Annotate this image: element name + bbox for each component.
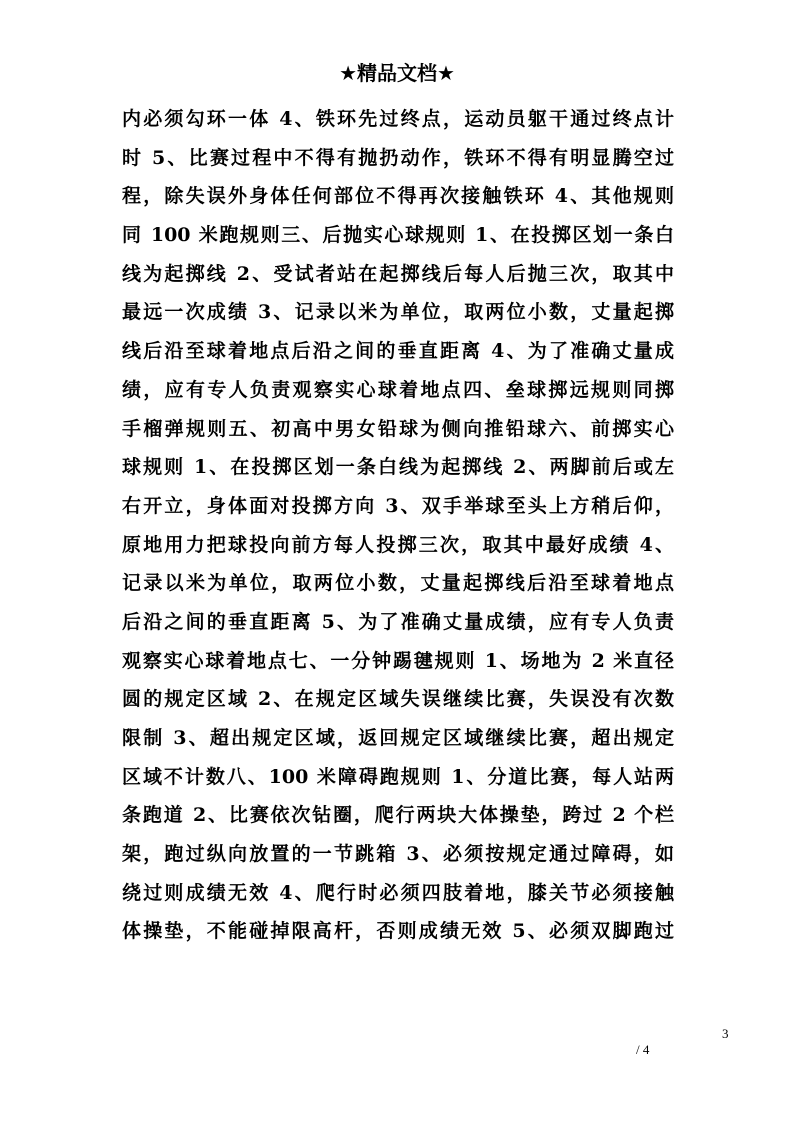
body-line: 绩，应有专人负责观察实心球着地点四、垒球掷远规则同掷 xyxy=(122,378,674,401)
body-line: 同 100 米跑规则三、后抛实心球规则 1、在投掷区划一条白 xyxy=(122,224,674,247)
body-line: 观察实心球着地点七、一分钟踢毽规则 1、场地为 2 米直径 xyxy=(122,649,674,672)
body-line: 程，除失误外身体任何部位不得再次接触铁环 4、其他规则 xyxy=(122,185,674,208)
page-number: 3 xyxy=(722,1026,729,1041)
body-line: 限制 3、超出规定区域，返回规定区域继续比赛，超出规定 xyxy=(122,727,674,749)
body-line: 内必须勾环一体 4、铁环先过终点，运动员躯干通过终点计 xyxy=(122,108,674,130)
body-line: 手榴弹规则五、初高中男女铅球为侧向推铅球六、前掷实心 xyxy=(122,417,674,440)
body-line: 圆的规定区域 2、在规定区域失误继续比赛，失误没有次数 xyxy=(122,688,674,711)
body-line: 区域不计数八、100 米障碍跑规则 1、分道比赛，每人站两 xyxy=(122,765,674,788)
body-line: 架，跑过纵向放置的一节跳箱 3、必须按规定通过障碍，如 xyxy=(122,843,674,866)
body-line: 线后沿至球着地点后沿之间的垂直距离 4、为了准确丈量成 xyxy=(122,340,674,363)
document-header-title: ★精品文档★ xyxy=(339,61,455,85)
body-line: 体操垫，不能碰掉限高杆，否则成绩无效 5、必须双脚跑过 xyxy=(122,920,674,943)
body-line: 最远一次成绩 3、记录以米为单位，取两位小数，丈量起掷 xyxy=(122,301,674,324)
page-total: / 4 xyxy=(636,1042,650,1057)
body-line: 条跑道 2、比赛依次钻圈，爬行两块大体操垫，跨过 2 个栏 xyxy=(122,804,674,827)
body-line: 球规则 1、在投掷区划一条白线为起掷线 2、两脚前后或左 xyxy=(122,456,674,479)
body-line: 后沿之间的垂直距离 5、为了准确丈量成绩，应有专人负责 xyxy=(122,610,674,633)
body-line: 时 5、比赛过程中不得有抛扔动作，铁环不得有明显腾空过 xyxy=(122,146,674,169)
document-body xyxy=(122,100,674,951)
body-line: 绕过则成绩无效 4、爬行时必须四肢着地，膝关节必须接触 xyxy=(122,881,674,904)
body-line: 原地用力把球投向前方每人投掷三次，取其中最好成绩 4、 xyxy=(122,533,674,556)
body-line: 记录以米为单位，取两位小数，丈量起掷线后沿至球着地点 xyxy=(122,572,674,595)
body-line: 线为起掷线 2、受试者站在起掷线后每人后抛三次，取其中 xyxy=(122,262,674,285)
body-line: 右开立，身体面对投掷方向 3、双手举球至头上方稍后仰， xyxy=(122,494,674,517)
